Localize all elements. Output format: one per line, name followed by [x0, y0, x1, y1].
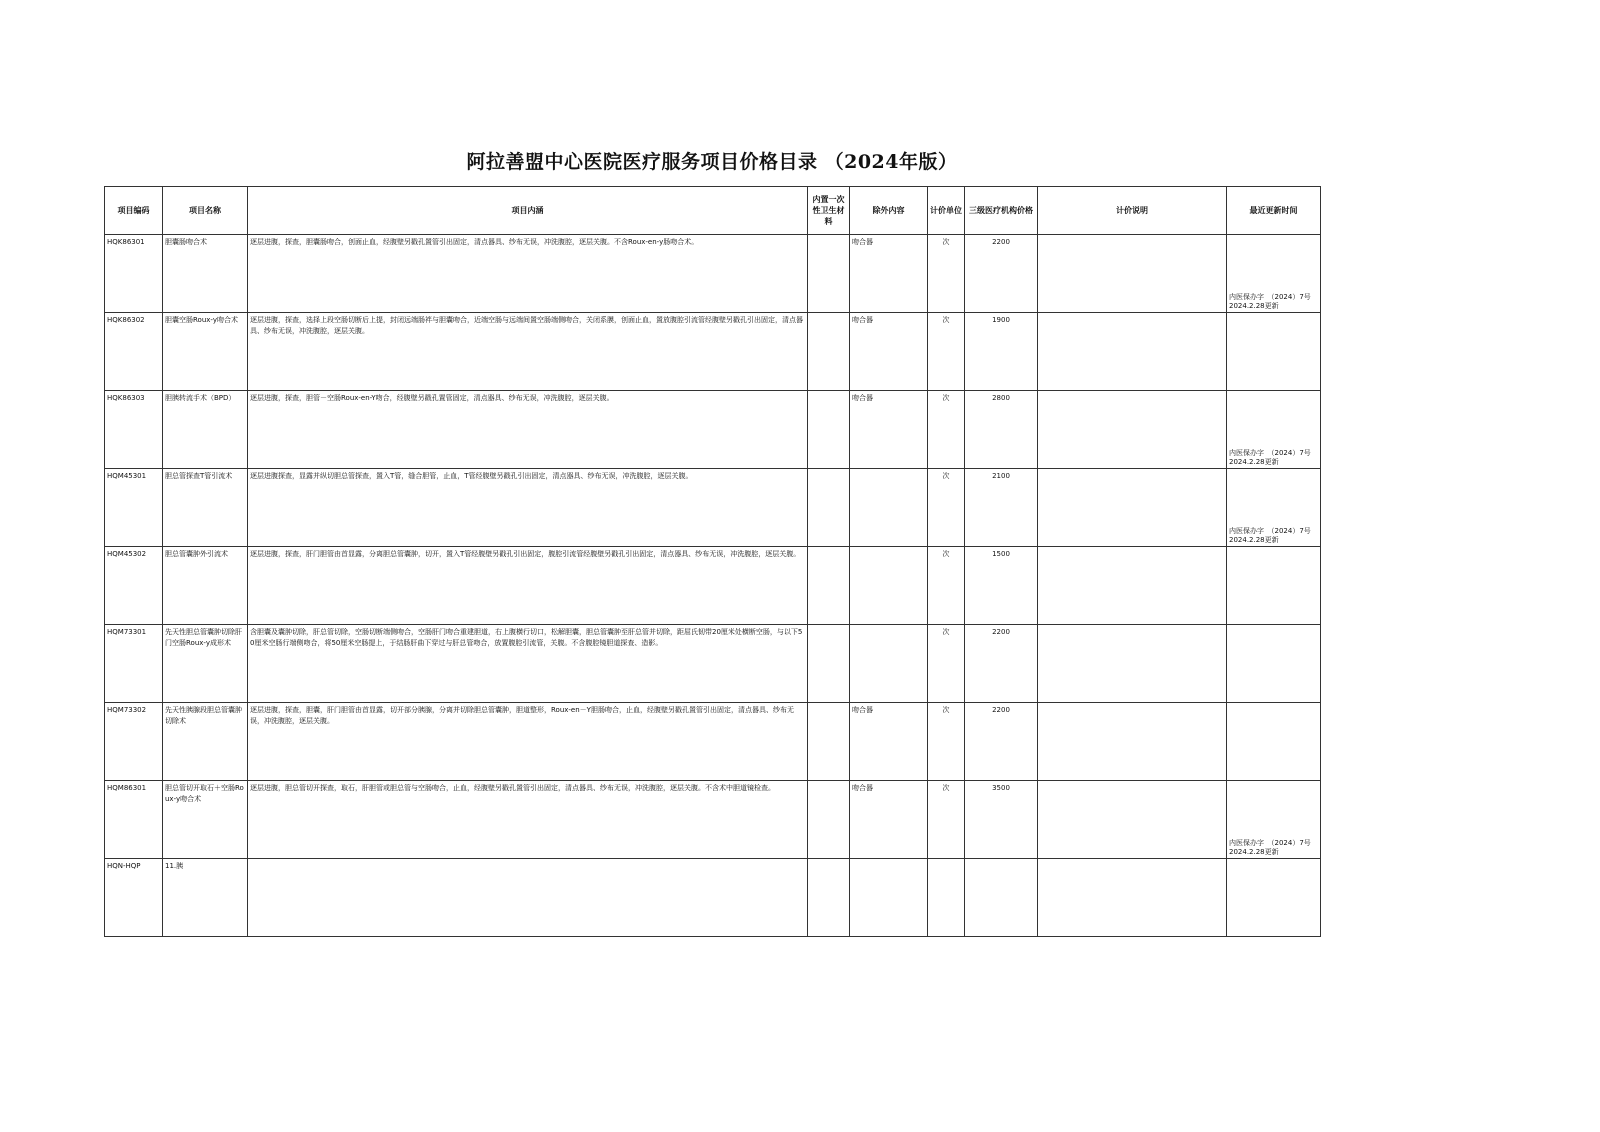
table-row	[105, 625, 1321, 703]
cell-consumable	[808, 703, 850, 781]
cell-unit: 次	[928, 469, 965, 547]
cell-note	[1038, 313, 1227, 391]
cell-content: 逐层进腹，探查，胆囊，肝门胆管由首显露，切开部分胰腺，分离并切除胆总管囊肿，胆道整形，Roux-en－Y胆肠吻合，止血，经腹壁另戳孔置管引出固定，清点器具、纱布无误，冲洗腹腔，逐层关腹。	[248, 703, 808, 781]
cell-note	[1038, 625, 1227, 703]
cell-name: 胆总管探查T管引流术	[163, 469, 248, 547]
cell-update	[1227, 547, 1321, 625]
cell-name: 先天性胰腺段胆总管囊肿切除术	[163, 703, 248, 781]
cell-code: HQK86303	[105, 391, 163, 469]
cell-consumable	[808, 781, 850, 859]
cell-excluded: 吻合器	[850, 313, 928, 391]
cell-update	[1227, 859, 1321, 937]
cell-name: 胆胰转流手术（BPD）	[163, 391, 248, 469]
table-header-row	[105, 187, 1321, 235]
cell-update	[1227, 235, 1321, 313]
cell-unit: 次	[928, 235, 965, 313]
cell-update	[1227, 703, 1321, 781]
cell-consumable	[808, 547, 850, 625]
header-consumable: 内置一次性卫生材料	[808, 187, 850, 235]
cell-unit	[928, 859, 965, 937]
cell-unit: 次	[928, 391, 965, 469]
cell-name: 胆总管切开取石＋空肠Roux-y吻合术	[163, 781, 248, 859]
header-excluded: 除外内容	[850, 187, 928, 235]
cell-price: 1900	[965, 313, 1038, 391]
cell-code: HQM86301	[105, 781, 163, 859]
cell-consumable	[808, 859, 850, 937]
cell-excluded: 吻合器	[850, 781, 928, 859]
cell-price: 2100	[965, 469, 1038, 547]
update-note: 内医保办字 （2024）7号 2024.2.28更新	[1229, 449, 1318, 466]
page-title: 阿拉善盟中心医院医疗服务项目价格目录 （2024年版）	[466, 151, 958, 173]
cell-note	[1038, 235, 1227, 313]
cell-price: 1500	[965, 547, 1038, 625]
cell-unit: 次	[928, 625, 965, 703]
cell-name: 胆囊空肠Roux-y吻合术	[163, 313, 248, 391]
cell-unit: 次	[928, 781, 965, 859]
header-unit: 计价单位	[928, 187, 965, 235]
cell-code: HQM45302	[105, 547, 163, 625]
table-row	[105, 547, 1321, 625]
cell-code: HQN-HQP	[105, 859, 163, 937]
header-price: 三级医疗机构价格	[965, 187, 1038, 235]
table-row	[105, 469, 1321, 547]
cell-unit: 次	[928, 547, 965, 625]
cell-price: 2200	[965, 625, 1038, 703]
cell-content: 逐层进腹，探查，胆管－空肠Roux-en-Y吻合，经腹壁另戳孔置管固定，清点器具、纱布无误，冲洗腹腔，逐层关腹。	[248, 391, 808, 469]
cell-name: 先天性胆总管囊肿切除肝门空肠Roux-y成形术	[163, 625, 248, 703]
cell-consumable	[808, 391, 850, 469]
cell-consumable	[808, 469, 850, 547]
cell-code: HQM73302	[105, 703, 163, 781]
cell-unit: 次	[928, 313, 965, 391]
cell-name: 胆囊肠吻合术	[163, 235, 248, 313]
update-note: 内医保办字 （2024）7号 2024.2.28更新	[1229, 527, 1318, 544]
cell-consumable	[808, 313, 850, 391]
cell-code: HQM73301	[105, 625, 163, 703]
cell-content: 逐层进腹，探查，胆囊肠吻合，创面止血，经腹壁另戳孔置管引出固定，清点器具、纱布无误，冲洗腹腔，逐层关腹。不含Roux-en-y肠吻合术。	[248, 235, 808, 313]
update-note: 内医保办字 （2024）7号 2024.2.28更新	[1229, 839, 1318, 856]
header-update: 最近更新时间	[1227, 187, 1321, 235]
cell-content: 逐层进腹，探查，肝门胆管由首显露，分离胆总管囊肿，切开，置入T管经腹壁另戳孔引出固定，腹腔引流管经腹壁另戳孔引出固定，清点器具、纱布无误，冲洗腹腔，逐层关腹。	[248, 547, 808, 625]
cell-content: 逐层进腹，探查，选择上段空肠切断后上提，封闭远端肠袢与胆囊吻合，近端空肠与远端间置空肠端侧吻合，关闭系膜，创面止血，置放腹腔引流管经腹壁另戳孔引出固定，清点器具、纱布无误，冲洗腹腔，逐层关腹。	[248, 313, 808, 391]
cell-price: 3500	[965, 781, 1038, 859]
cell-update	[1227, 781, 1321, 859]
cell-update	[1227, 313, 1321, 391]
cell-code: HQM45301	[105, 469, 163, 547]
cell-consumable	[808, 625, 850, 703]
cell-consumable	[808, 235, 850, 313]
cell-excluded: 吻合器	[850, 235, 928, 313]
cell-note	[1038, 703, 1227, 781]
update-note: 内医保办字 （2024）7号 2024.2.28更新	[1229, 293, 1318, 310]
cell-note	[1038, 781, 1227, 859]
cell-name: 胆总管囊肿外引流术	[163, 547, 248, 625]
cell-content: 逐层进腹探查，显露并纵切胆总管探查，置入T管，缝合胆管，止血，T管经腹壁另戳孔引出固定，清点器具、纱布无误，冲洗腹腔，逐层关腹。	[248, 469, 808, 547]
cell-note	[1038, 859, 1227, 937]
cell-excluded	[850, 469, 928, 547]
header-content: 项目内涵	[248, 187, 808, 235]
table-row	[105, 313, 1321, 391]
cell-content: 逐层进腹，胆总管切开探查，取石，肝胆管或胆总管与空肠吻合，止血，经腹壁另戳孔置管引出固定，清点器具、纱布无误，冲洗腹腔，逐层关腹。不含术中胆道镜检查。	[248, 781, 808, 859]
cell-note	[1038, 469, 1227, 547]
cell-excluded: 吻合器	[850, 703, 928, 781]
cell-excluded	[850, 547, 928, 625]
cell-update	[1227, 391, 1321, 469]
header-name: 项目名称	[163, 187, 248, 235]
header-note: 计价说明	[1038, 187, 1227, 235]
cell-note	[1038, 391, 1227, 469]
cell-code: HQK86301	[105, 235, 163, 313]
price-table	[104, 186, 1321, 937]
cell-content	[248, 859, 808, 937]
cell-price: 2200	[965, 703, 1038, 781]
cell-name: 11.胰	[163, 859, 248, 937]
table-row	[105, 781, 1321, 859]
cell-code: HQK86302	[105, 313, 163, 391]
header-code: 项目编码	[105, 187, 163, 235]
table-row	[105, 859, 1321, 937]
cell-note	[1038, 547, 1227, 625]
cell-excluded	[850, 859, 928, 937]
cell-update	[1227, 625, 1321, 703]
cell-price	[965, 859, 1038, 937]
cell-unit: 次	[928, 703, 965, 781]
table-row	[105, 703, 1321, 781]
cell-excluded: 吻合器	[850, 391, 928, 469]
cell-excluded	[850, 625, 928, 703]
table-row	[105, 391, 1321, 469]
cell-update	[1227, 469, 1321, 547]
cell-content: 含胆囊及囊肿切除，肝总管切除，空肠切断端侧吻合，空肠肝门吻合重建胆道，右上腹横行切口，松解胆囊，胆总管囊肿至肝总管并切除，距屈氏韧带20厘米处横断空肠，与以下50厘米空肠行端侧吻合，将50厘米空肠提上，于结肠肝曲下穿过与肝总管吻合，放置腹腔引流管，关腹。不含腹腔镜胆道探查、造影。	[248, 625, 808, 703]
cell-price: 2200	[965, 235, 1038, 313]
cell-price: 2800	[965, 391, 1038, 469]
table-row	[105, 235, 1321, 313]
